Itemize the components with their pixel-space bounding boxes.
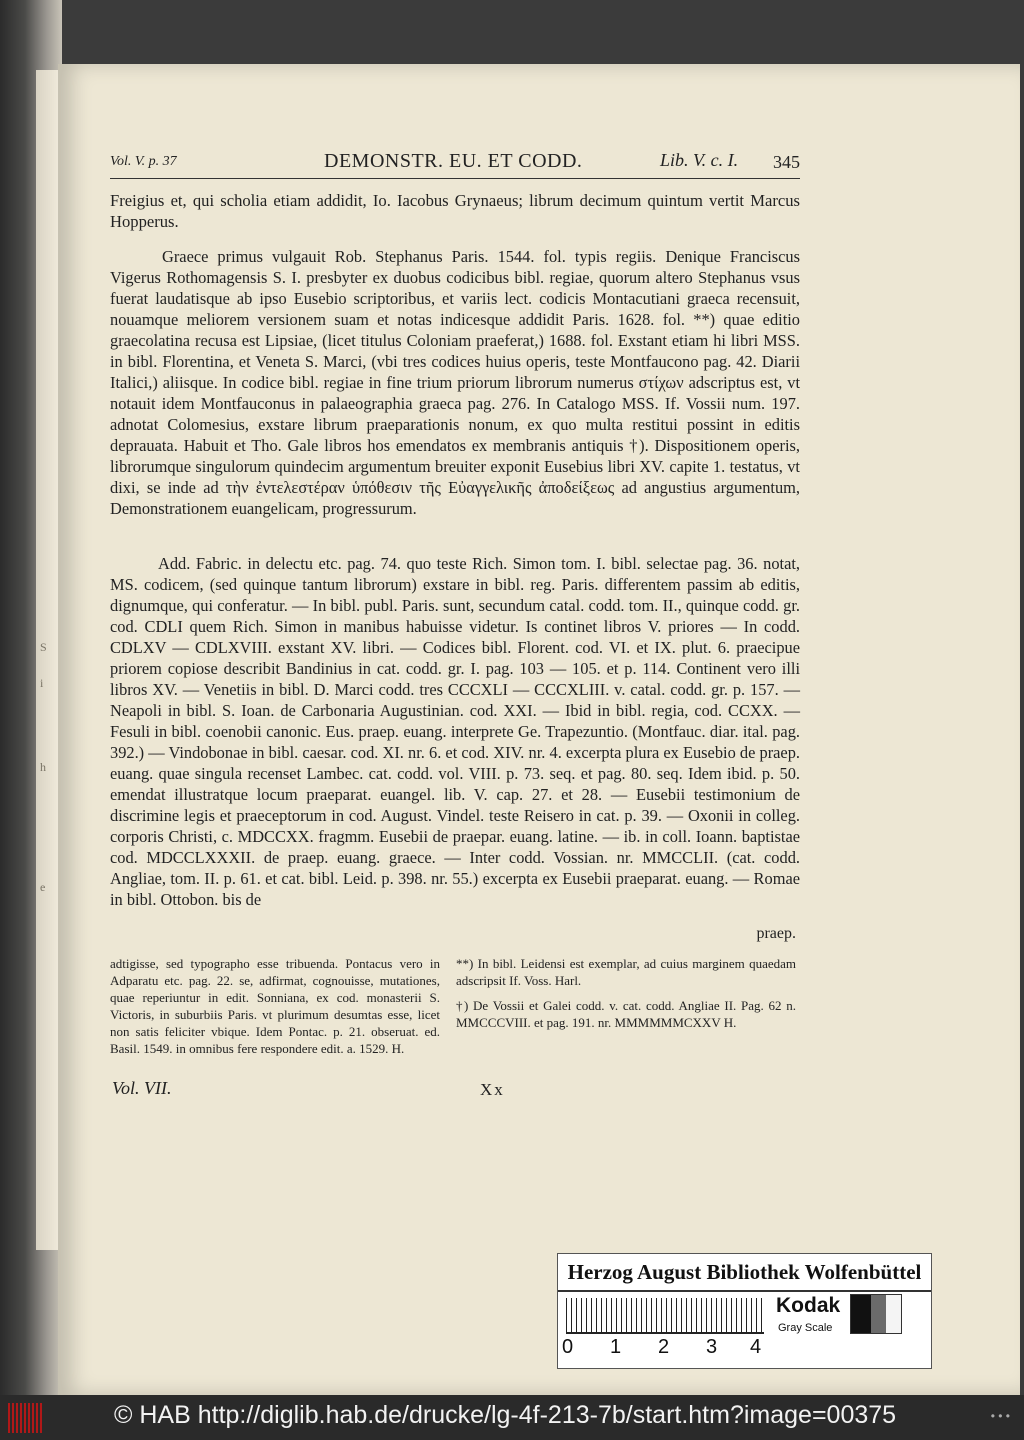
previous-page-edge xyxy=(36,70,58,1250)
library-card-title: Herzog August Bibliothek Wolfenbüttel xyxy=(558,1254,931,1292)
footnote-left-text: adtigisse, sed typographo esse tribuenda. Pontacus vero in Adparatu etc. pag. 22. se, adfirmat, cognouisse, mutationes, quae reperiuntur in edit. Sonniana, ex cod. monasterii S. Victoris, in suburbiis Paris. vt plurimum desumtas esse, licet non satis feliciter vbique. Idem Pontac. p. 21. obseruat. ed. Basil. 1549. in omnibus fere respondere edit. a. 1529. H. xyxy=(110,956,440,1056)
kodak-brand: Kodak xyxy=(776,1294,841,1317)
page-number: 345 xyxy=(773,152,800,172)
edge-mark: h xyxy=(40,760,46,774)
scale-ruler xyxy=(566,1298,764,1334)
paragraph-3-text: Add. Fabric. in delectu etc. pag. 74. quo teste Rich. Simon tom. I. bibl. selectae pag. 36. notat, MS. codicem, (sed quinque tantum librorum) exstare in bibl. reg. Paris. differentem passim ab editis, dignumque, qui conferatur. — In bibl. publ. Paris. sunt, secundum catal. codd. tom. II., quinque codd. gr. cod. CDLI quem Rich. Simon in manibus habuisse videtur. Is continet libros V. priores — In codd. CDLXV — CDLXVIII. exstant XV. libri. — Codices bibl. Florent. cod. VI. et IX. plut. 6. praecipue priorem copiose describit Bandinius in cat. codd. gr. I. pag. 103 — 105. et p. 114. Continent vero illi libros XV. — Venetiis in bibl. D. Marci codd. tres CCCXLI — CCCXLIII. v. catal. codd. gr. p. 157. — Neapoli in bibl. S. Ioan. de Carbonaria Augustinian. cod. XXI. — Ibid in bibl. regia, cod. CCXX. — Fesuli in bibl. coenobii canonic. Eus. praep. euang. interprete Ge. Trapezuntio. (Montfauc. diar. ital. pag. 392.) — Vindobonae in bibl. caesar. cod. XI. nr. 6. et cod. XIV. nr. 4. excerpta plura ex Eusebio de praep. euang. quae singula recenset Lambec. cat. codd. vol. VIII. p. 73. seq. et pag. 80. seq. Idem ibid. p. 50. emendat illustratque locum praeparat. euangel. lib. V. cap. 27. et 28. — Eusebii testimonium de discrimine legis et praeceptorum in cod. August. Vindel. teste Reisero in cat. p. 39. — Oxonii in colleg. corporis Christi, c. MDCCXX. fragmm. Eusebii de praepar. euang. latine. — ib. in coll. Ioann. baptistae cod. MDCCLXXXII. de praep. euang. graece. — Inter codd. Vossian. nr. MMCCLII. (cat. codd. Angliae, tom. II. p. 61. et cat. bibl. Leid. p. 398. nr. 55.) excerpta ex Eusebii praeparat. euang. — Romae in bibl. Ottobon. bis de xyxy=(110,554,800,909)
running-header xyxy=(110,148,800,179)
footnote-right-text-1: **) In bibl. Leidensi est exemplar, ad cuius marginem quaedam adscripsit If. Voss. Harl. xyxy=(456,956,796,988)
copyright-url[interactable]: © HAB http://diglib.hab.de/drucke/lg-4f-213-7b/start.htm?image=00375 xyxy=(114,1401,897,1429)
edge-mark: i xyxy=(40,676,44,690)
paragraph-1 xyxy=(110,190,800,232)
footnote-right-text-2: †) De Vossii et Galei codd. v. cat. codd. Angliae II. Pag. 62 n. MMCCCVIII. et pag. 191. nr. MMMMMMCXXV H. xyxy=(456,998,796,1030)
edge-mark: S xyxy=(40,640,47,654)
footer-dots: • • • xyxy=(990,1409,1010,1423)
signature-mark: Xx xyxy=(480,1080,505,1099)
page-title: DEMONSTR. EU. ET CODD. xyxy=(324,150,583,172)
footnote-right xyxy=(456,955,796,1039)
ruler-number: 4 xyxy=(750,1336,762,1358)
paragraph-1-text: Freigius et, qui scholia etiam addidit, Io. Iacobus Grynaeus; librum decimum quintum vertit Marcus Hopperus. xyxy=(110,191,800,231)
signature-volume: Vol. VII. xyxy=(112,1078,172,1098)
library-color-card xyxy=(557,1253,932,1369)
hab-logo-icon xyxy=(8,1403,44,1433)
book-chapter: Lib. V. c. I. xyxy=(660,150,739,170)
paragraph-2-text: Graece primus vulgauit Rob. Stephanus Paris. 1544. fol. typis regiis. Denique Franciscus Vigerus Rothomagensis S. I. presbyter ex duobus codicibus bibl. regiae, quorum altero Stephanus vsus fuerat laudatisque ab ipso Eusebio scriptoribus, et variis lect. codicis Montacutiani graeca recensuit, nouamque meliorem versionem suam et notas indicesque addidit Paris. 1628. fol. **) quae editio graecolatina recusa est Lipsiae, (licet titulus Coloniam praeferat,) 1688. fol. Exstant etiam hi libri MSS. in bibl. Florentina, et Veneta S. Marci, (vbi tres codices huius operis, teste Montfaucono pag. 42. Diarii Italici,) aliisque. In codice bibl. regiae in fine trium priorum librorum numerus στίχων adscriptus est, vt notauit idem Montfauconus in palaeographia graeca pag. 276. In Catalogo MSS. If. Vossii num. 197. adnotat Colomesius, exstare librum praeparationis nonum, ex quo multa restitui possint in editis deprauata. Habuit et Tho. Gale libros hos emendatos ex membranis antiquis †). Dispositionem operis, librorumque singulorum quindecim argumentum breuiter exponit Eusebius libri XV. capite 1. testatus, vt dixi, se inde ad τὴν ἐντελεστέραν ὑπόθεσιν τῆς Εὐαγγελικῆς ἀποδείξεως ad angustius argumentum, Demonstrationem euangelicam, progressurum. xyxy=(110,247,800,518)
edge-mark: e xyxy=(40,880,46,894)
ruler-number: 1 xyxy=(610,1336,622,1358)
paragraph-3 xyxy=(110,553,800,910)
gray-scale-label: Gray Scale xyxy=(778,1322,833,1334)
catchword: praep. xyxy=(756,925,796,942)
volume-reference: Vol. V. p. 37 xyxy=(110,154,177,169)
viewer-footer xyxy=(0,1395,1024,1440)
paragraph-2 xyxy=(110,246,800,519)
gray-scale-swatch xyxy=(850,1294,902,1334)
footnote-left xyxy=(110,955,440,1065)
ruler-number: 0 xyxy=(562,1336,574,1358)
ruler-number: 2 xyxy=(658,1336,670,1358)
ruler-number: 3 xyxy=(706,1336,718,1358)
